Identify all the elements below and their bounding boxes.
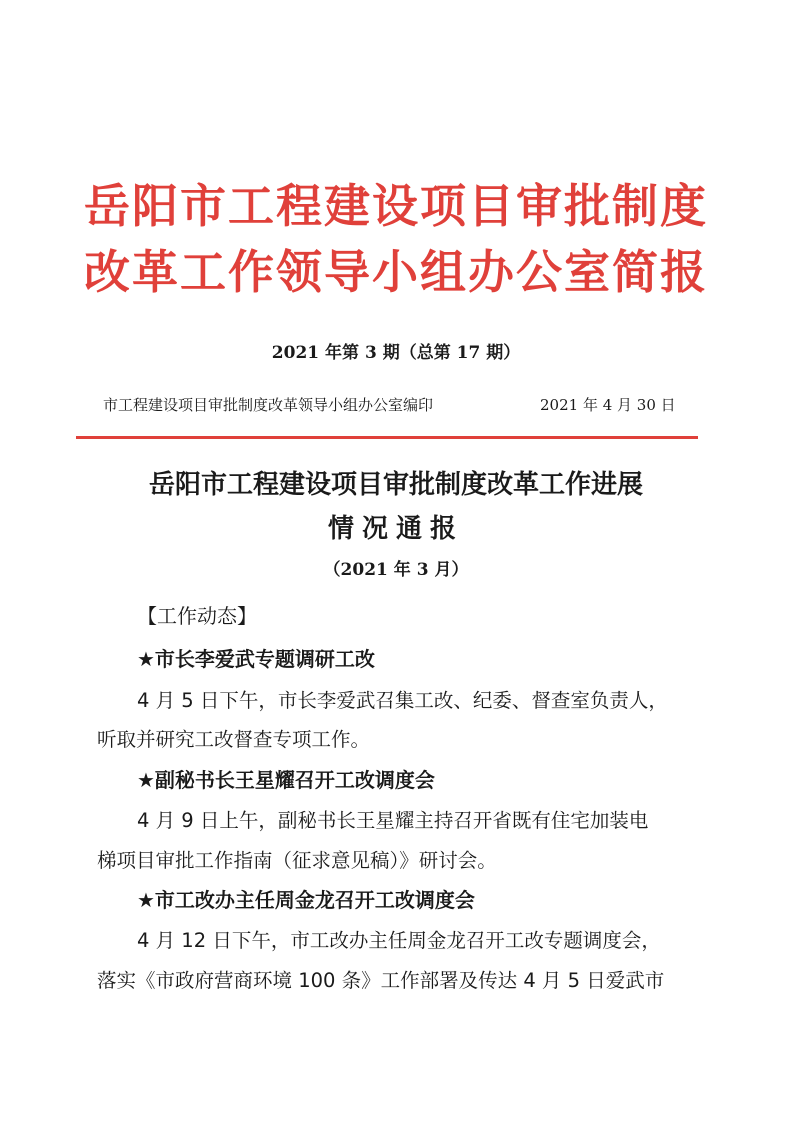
article-title-line-1: 岳阳市工程建设项目审批制度改革工作进展 — [148, 470, 643, 500]
masthead-title-line-2: 改革工作领导小组办公室简报 — [84, 245, 708, 299]
issue-number: 2021 年第 3 期（总第 17 期） — [271, 343, 521, 363]
masthead-title-line-1: 岳阳市工程建设项目审批制度 — [84, 179, 708, 233]
news-item-text: 4 月 9 日上午，副秘书长王星耀主持召开省既有住宅加装电 — [137, 809, 649, 832]
news-item-text: 落实《市政府营商环境 100 条》工作部署及传达 4 月 5 日爱武市 — [97, 969, 665, 992]
news-item-heading: ★市工改办主任周金龙召开工改调度会 — [137, 888, 475, 912]
section-heading: 【工作动态】 — [137, 604, 257, 628]
editor-office: 市工程建设项目审批制度改革领导小组办公室编印 — [103, 396, 434, 414]
news-item-text: 4 月 12 日下午，市工改办主任周金龙召开工改专题调度会， — [137, 929, 661, 952]
publish-date: 2021 年 4 月 30 日 — [540, 396, 676, 414]
news-item-heading: ★市长李爱武专题调研工改 — [137, 647, 375, 671]
article-title-line-2: 情况通报 — [327, 514, 464, 544]
news-item-text: 梯项目审批工作指南（征求意见稿）》研讨会。 — [97, 849, 497, 872]
news-item-text: 4 月 5 日下午，市长李爱武召集工改、纪委、督查室负责人， — [137, 689, 668, 712]
news-item-text: 听取并研究工改督查专项工作。 — [97, 728, 371, 751]
news-item-heading: ★副秘书长王星耀召开工改调度会 — [137, 768, 435, 792]
article-subtitle-date: （2021 年 3 月） — [323, 560, 469, 580]
red-divider-line — [76, 436, 698, 439]
